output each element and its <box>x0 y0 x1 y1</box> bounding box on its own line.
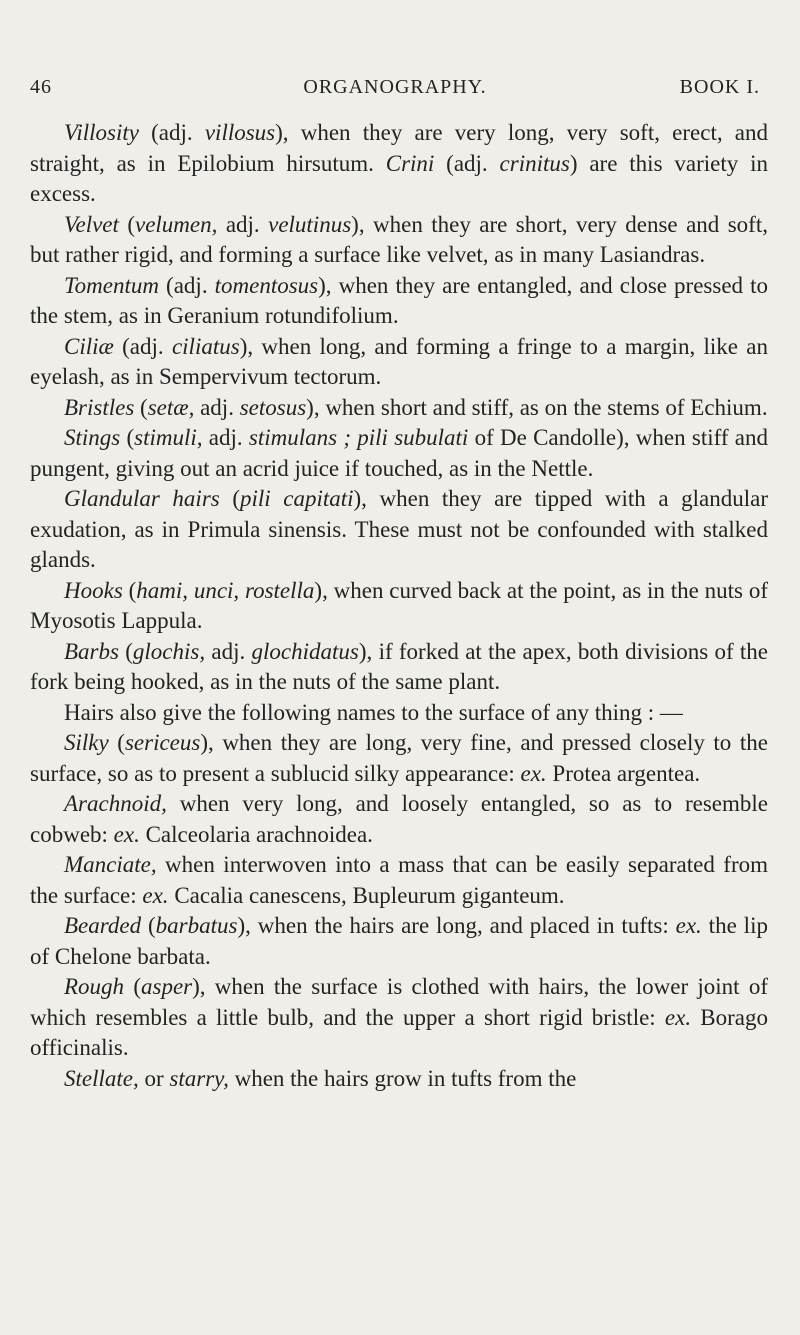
italic-term: setosus <box>239 394 307 420</box>
italic-term: asper <box>141 974 193 999</box>
paragraph <box>30 332 768 393</box>
italic-term: hami, unci, rostella <box>136 577 315 603</box>
italic-term: ex. <box>675 913 702 938</box>
text-run: when very long, and loosely entangled, so as to resemble cobweb: <box>30 791 768 847</box>
italic-term: sericeus <box>124 730 201 755</box>
italic-term: velutinus <box>268 211 352 237</box>
text-run: ), when they are tipped with a glandular exudation, as in Primula sinensis. These must not be confounded with stalked glands. <box>30 486 768 572</box>
italic-term: Bearded <box>64 913 142 938</box>
italic-term: Crini <box>385 150 435 176</box>
text-run: Protea argentea. <box>546 760 701 786</box>
text-run: ( <box>118 211 135 237</box>
italic-term: villosus <box>204 120 276 145</box>
italic-term: Arachnoid, <box>64 791 167 816</box>
italic-term: tomentosus <box>214 272 319 298</box>
text-run: Hairs also give the following names to the surface of any thing : — <box>64 699 683 725</box>
text-run: the lip of Chelone barbata. <box>30 913 768 969</box>
text-run: ( <box>122 577 137 603</box>
text-run: ), when they are very long, very soft, erect, and straight, as in Epilobium hirsutum. <box>30 120 768 176</box>
text-run: (adj. <box>159 272 215 298</box>
paragraph <box>30 850 768 911</box>
text-run: or <box>138 1065 170 1091</box>
italic-term: ciliatus <box>171 333 240 359</box>
paragraph <box>30 728 768 789</box>
italic-term: Ciliæ <box>64 333 114 359</box>
italic-term: Rough <box>64 974 125 999</box>
paragraph <box>30 698 768 729</box>
paragraph <box>30 972 768 1064</box>
text-run: ( <box>118 638 133 664</box>
page-body-text <box>30 118 768 1094</box>
italic-term: Barbs <box>64 638 119 664</box>
italic-term: ex. <box>520 760 547 786</box>
paragraph <box>30 210 768 271</box>
text-run: ( <box>134 394 148 420</box>
italic-term: glochidatus <box>251 638 359 664</box>
text-run: ), when they are short, very dense and soft, but rather rigid, and forming a surface like velvet, as in many Lasiandras. <box>30 211 768 267</box>
text-run: of De Candolle), when stiff and pungent, giving out an acrid juice if touched, as in the Nettle. <box>30 425 768 481</box>
paragraph <box>30 423 768 484</box>
paragraph <box>30 271 768 332</box>
text-run: ( <box>108 730 125 755</box>
text-run: ), when long, and forming a fringe to a margin, like an eyelash, as in Sempervivum tectorum. <box>30 333 768 389</box>
italic-term: crinitus <box>499 150 570 176</box>
italic-term: ex. <box>664 1004 692 1030</box>
text-run: ), when the hairs are long, and placed in tufts: <box>237 913 676 938</box>
paragraph <box>30 118 768 210</box>
italic-term: setæ, <box>147 394 195 420</box>
italic-term: glochis, <box>132 638 206 664</box>
text-run: (adj. <box>434 150 500 176</box>
text-run: adj. <box>205 638 252 664</box>
text-run: ), when the surface is clothed with hairs, the lower joint of which resembles a little bulb, and the upper a short rigid bristle: <box>30 974 768 1030</box>
paragraph <box>30 484 768 576</box>
text-run: ), when curved back at the point, as in the nuts of Myosotis Lappula. <box>30 577 768 633</box>
italic-term: Villosity <box>64 120 139 145</box>
italic-term: Manciate, <box>64 852 157 877</box>
book-label: BOOK I. <box>679 76 760 98</box>
italic-term: Tomentum <box>64 272 159 298</box>
text-run: ( <box>141 913 156 938</box>
paragraph <box>30 911 768 972</box>
text-run: ), if forked at the apex, both divisions of the fork being hooked, as in the nuts of the same plant. <box>30 638 768 694</box>
text-run: ), when they are long, very fine, and pressed closely to the surface, so as to present a sublucid silky appearance: <box>30 730 768 786</box>
paragraph <box>30 1064 768 1095</box>
text-run: ( <box>124 974 141 999</box>
text-run: adj. <box>194 394 240 420</box>
page-number: 46 <box>30 76 52 98</box>
paragraph <box>30 789 768 850</box>
italic-term: Velvet <box>64 211 119 237</box>
paragraph <box>30 576 768 637</box>
text-run: ), when short and stiff, as on the stems of Echium. <box>306 394 768 420</box>
italic-term: stimuli, <box>134 425 203 450</box>
running-title: ORGANOGRAPHY. <box>303 76 487 98</box>
italic-term: ex. <box>113 821 140 847</box>
text-run: ) are this variety in excess. <box>30 150 768 206</box>
italic-term: Stings <box>64 425 121 450</box>
text-run: ( <box>120 425 135 450</box>
text-run: Cacalia canescens, Bupleurum giganteum. <box>168 882 565 908</box>
italic-term: Stellate, <box>64 1065 139 1091</box>
paragraph <box>30 393 768 424</box>
text-run: Calceolaria arachnoidea. <box>139 821 373 847</box>
text-run: (adj. <box>113 333 172 359</box>
italic-term: Bristles <box>64 394 135 420</box>
italic-term: Silky <box>64 730 109 755</box>
italic-term: ex. <box>142 882 169 908</box>
italic-term: Hooks <box>64 577 123 603</box>
italic-term: stimulans ; pili subulati <box>248 425 469 450</box>
italic-term: velumen, <box>135 211 218 237</box>
text-run: ( <box>219 486 240 511</box>
text-run: Borago officinalis. <box>30 1004 768 1060</box>
text-run: adj. <box>217 211 269 237</box>
text-run: adj. <box>202 425 249 450</box>
italic-term: pili capitati <box>239 486 354 511</box>
text-run: (adj. <box>138 120 205 145</box>
italic-term: starry, <box>169 1065 229 1091</box>
text-run: ), when they are entangled, and close pressed to the stem, as in Geranium rotundifolium. <box>30 272 768 328</box>
italic-term: Glandular hairs <box>64 486 220 511</box>
italic-term: barbatus <box>155 913 238 938</box>
text-run: when the hairs grow in tufts from the <box>228 1065 577 1091</box>
text-run: when interwoven into a mass that can be easily separated from the surface: <box>30 852 768 908</box>
paragraph <box>30 637 768 698</box>
